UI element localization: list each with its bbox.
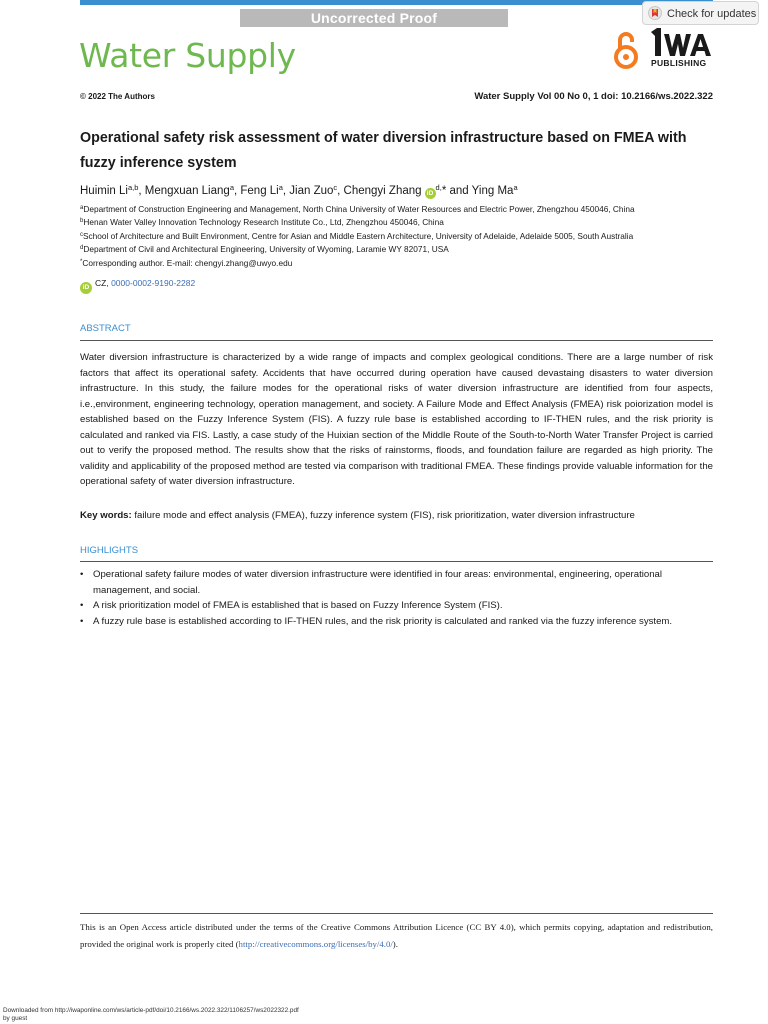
article-title: Operational safety risk assessment of water diversion infrastructure based on FMEA with fuzzy inference system xyxy=(80,130,687,171)
highlights-list xyxy=(80,567,713,629)
author-affiliation-sup: a xyxy=(229,183,234,192)
affiliation-item: $^b$Henan Water Valley Innovation Technology Research Institute Co., Ltd, Zhengzhou 450046, China xyxy=(80,217,444,228)
highlight-item xyxy=(80,614,713,630)
orcid-icon[interactable]: iD xyxy=(80,282,92,294)
highlights-heading: HIGHLIGHTS xyxy=(80,545,139,556)
highlights-divider xyxy=(80,561,713,562)
download-guest-line: by guest xyxy=(3,1015,28,1022)
check-for-updates-button[interactable] xyxy=(642,1,759,25)
license-link[interactable]: http://creativecommons.org/licenses/by/4.0/ xyxy=(238,939,393,949)
highlight-item xyxy=(80,598,713,614)
author-name: Huimin Li xyxy=(80,185,128,197)
uncorrected-proof-banner: Uncorrected Proof xyxy=(240,9,508,27)
abstract-text: Water diversion infrastructure is characterized by a wide range of impacts and complex geological conditions. There are a large number of risk factors that affect its operational safety. Accidents that have occurred during operation have caused devastaing disasters to water diversion infrastructure. In this study, the failure modes for the operational risks of water diversion infrastructure are identified from four aspects, i.e.,environment, engineering technology, operation management, and society. A Failure Mode and Effect Analysis (FMEA) risk poiorization model is established based on the Fuzzy Inference System (FIS). A fuzzy rule base is established according to IF-THEN rules, and the risk priority is calculated and ranked via FIS. Lastly, a case study of the Huixian section of the Middle Route of the South-to-North Water Transfer Project is carried out to verify the proposed method. The results show that the risks of rainstorms, floods, and foundation failure are regarded as high priority. The validity and applicability of the proposed method are tested via comparison with traditional FMEA. These findings provide valuable information for the operational safety of water diversion infrastructure. xyxy=(80,352,713,487)
author-name: Mengxuan Liang xyxy=(144,185,230,197)
author-affiliation-sup: a xyxy=(278,183,283,192)
affiliation-item: $^a$Department of Construction Engineering and Management, North China University of Water Resources and Electric Power, Zhengzhou 450046, China xyxy=(80,204,635,214)
author-separator: and xyxy=(446,185,472,197)
author-separator: , xyxy=(233,185,241,197)
orcid-line xyxy=(80,278,195,294)
author-separator: , xyxy=(282,185,290,197)
author-name: Ying Ma xyxy=(471,185,514,197)
author-separator: , xyxy=(337,185,344,197)
bullet-icon: • xyxy=(80,569,84,580)
check-updates-label: Check for updates xyxy=(667,8,757,20)
orcid-icon[interactable]: iD xyxy=(425,188,436,199)
download-url-line: Downloaded from http://iwaponline.com/ws/article-pdf/doi/10.2166/ws.2022.322/1106257/ws2022322.pdf xyxy=(3,1007,299,1014)
highlight-text: Operational safety failure modes of water diversion infrastructure were identified in four areas: environmental, engineering, operational management, and social. xyxy=(93,569,663,596)
corresponding-author-star: * xyxy=(441,185,447,197)
author-name: Chengyi Zhang xyxy=(343,185,422,197)
keywords-label: Key words: xyxy=(80,510,132,521)
author-name: Jian Zuo xyxy=(289,185,334,197)
author-affiliation-sup: d, xyxy=(435,183,442,192)
orcid-initials: CZ, xyxy=(95,278,109,288)
check-updates-icon xyxy=(648,6,662,20)
journal-name: Water Supply xyxy=(79,36,296,75)
license-text-end: ). xyxy=(392,939,398,949)
download-note xyxy=(3,1007,299,1023)
bullet-icon: • xyxy=(80,600,84,611)
citation-line: Water Supply Vol 00 No 0, 1 doi: 10.2166/ws.2022.322 xyxy=(474,91,713,102)
orcid-link[interactable]: 0000-0002-9190-2282 xyxy=(111,278,196,288)
corresponding-author-note: *Corresponding author. E-mail: chengyi.zhang@uwyo.edu xyxy=(80,257,293,268)
top-accent-bar xyxy=(80,0,713,5)
license-text: This is an Open Access article distributed under the terms of the Creative Commons Attribution Licence (CC BY 4.0), which permits copying, adaptation and redistribution, provided the original work is properly cited ( xyxy=(80,922,713,949)
abstract-divider xyxy=(80,340,713,341)
open-access-icon xyxy=(612,30,640,70)
abstract-heading: ABSTRACT xyxy=(80,323,131,334)
author-list xyxy=(80,183,518,199)
affiliation-item: $^d$Department of Civil and Architectural Engineering, University of Wyoming, Laramie WY 82071, USA xyxy=(80,244,449,255)
author-affiliation-sup: a xyxy=(513,183,518,192)
affiliation-item: $^c$School of Architecture and Built Environment, Centre for Asian and Middle Eastern Architecture, University of Adelaide, Adelaide 5005, South Australia xyxy=(80,230,634,241)
iwa-publishing-logo[interactable] xyxy=(651,28,715,70)
affiliation-list xyxy=(80,202,635,269)
iwa-wordmark xyxy=(651,28,715,58)
license-note xyxy=(80,919,713,953)
copyright-line: © 2022 The Authors xyxy=(80,92,155,101)
author-affiliation-sup: a,b xyxy=(127,183,139,192)
author-separator: , xyxy=(138,185,145,197)
iwa-publishing-text: PUBLISHING xyxy=(651,58,707,68)
author-affiliation-sup: c xyxy=(333,183,338,192)
keywords-line xyxy=(80,510,635,521)
bullet-icon: • xyxy=(80,615,84,627)
highlight-text: A fuzzy rule base is established according to IF-THEN rules, and the risk priority is calculated and ranked via the fuzzy inference system. xyxy=(93,615,673,627)
keywords-text: failure mode and effect analysis (FMEA), fuzzy inference system (FIS), risk prioritization, water diversion infrastructure xyxy=(134,510,635,521)
highlight-item xyxy=(80,567,713,598)
license-divider xyxy=(80,913,713,914)
author-name: Feng Li xyxy=(240,185,279,197)
highlight-text: A risk prioritization model of FMEA is established that is based on Fuzzy Inference System (FIS). xyxy=(93,600,503,611)
